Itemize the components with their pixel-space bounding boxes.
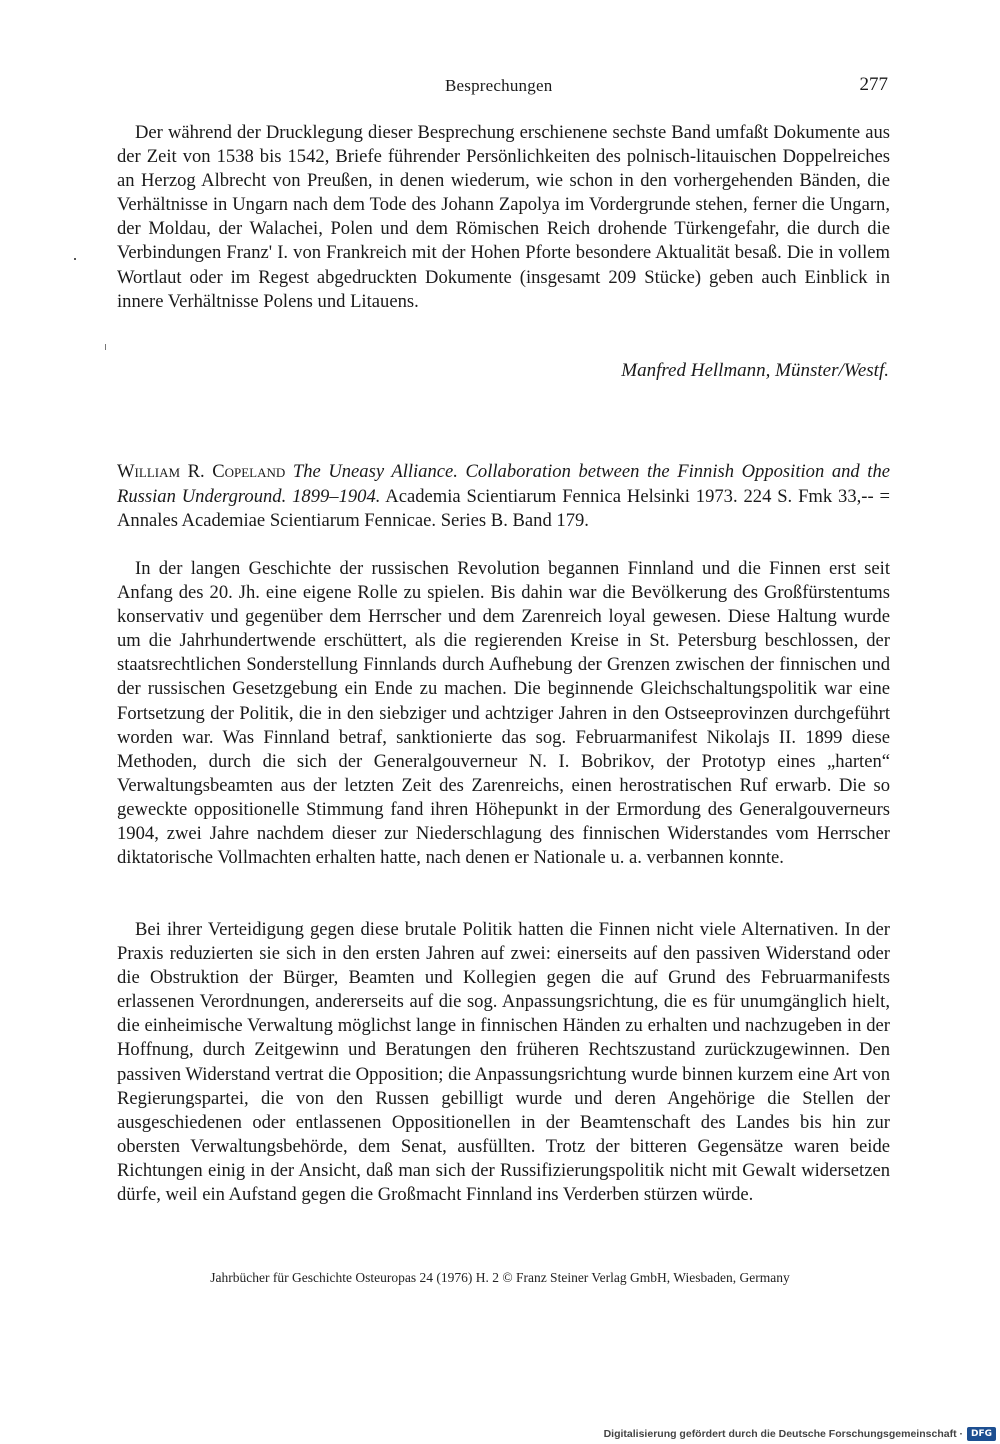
margin-mark [105,344,106,350]
book-author: William R. Copeland [117,461,286,482]
digitization-text: Digitalisierung gefördert durch die Deutsche Forschungsgemeinschaft · [603,1428,963,1440]
journal-footer: Jahrbücher für Geschichte Osteuropas 24 (1976) H. 2 © Franz Steiner Verlag GmbH, Wiesbaden, Germany [210,1270,790,1285]
book-citation [117,460,890,534]
book-title: The Uneasy Alliance. Collaboration between the Finnish Opposition and the Russian Underground. 1899–1904. [117,461,891,507]
review-paragraph: Bei ihrer Verteidigung gegen diese brutale Politik hatten die Finnen nicht viele Alternativen. In der Praxis reduzierten sie sich in den ersten Jahren auf zwei: einerseits auf den passiven Widerstand oder die Obstruktion der Bürger, Beamten und Kollegien gegen die auf Grund des Februarmanifests erlassenen Verordnungen, andererseits auf die sog. Anpassungsrichtung, die es für unumgänglich hielt, die einheimische Verwaltung möglichst lange in finnischen Händen zu erhalten und nachzugeben in der Hoffnung, durch Zeitgewinn und Beratungen den früheren Rechtszustand zurückzugewinnen. Den passiven Widerstand vertrat die Opposition; die Anpassungsrichtung wurde binnen kurzem eine Art von Regierungspartei, die von den Russen gebilligt wurde und deren Angehörige die Stellen der ausgeschiedenen oder entlassenen Oppositionellen in der Beamtenschaft des Landes bis hin zur obersten Verwaltungsbehörde, dem Senat, ausfüllten. Trotz der bitteren Gegensätze waren beide Richtungen einig in der Ansicht, daß man sich der Russifizierungspolitik nicht mit Gewalt widersetzen dürfe, weil ein Aufstand gegen die Großmacht Finnland ins Verderben stürzen würde. [117,919,890,1206]
review-paragraph: In der langen Geschichte der russischen Revolution begannen Finnland und die Finnen erst seit Anfang des 20. Jh. eine eigene Rolle zu spielen. Bis dahin war die Bevölkerung des Großfürstentums konservativ und gegenüber dem Herrscher und dem Zarenreich loyal gewesen. Diese Haltung wurde um die Jahrhundertwende erschüttert, als die regierenden Kreise in St. Petersburg beschlossen, der staatsrechtlichen Sonderstellung Finnlands durch Aufhebung der Grenzen zwischen der finnischen und der russischen Gesetzgebung ein Ende zu machen. Die beginnende Gleichschaltungspolitik war eine Fortsetzung der Politik, die in den siebziger und achtziger Jahren in den Ostseeprovinzen durchgeführt worden war. Was Finnland betraf, sanktionierte das sog. Februarmanifest Nikolajs II. 1899 diese Methoden, durch die sich der Generalgouverneur N. I. Bobrikov, der Prototyp eines „harten“ Verwaltungsbeamten aus der letzten Zeit des Zarenreichs, einen herostratischen Ruf erwarb. Die so geweckte oppositionelle Stimmung fand ihren Höhepunkt in der Ermordung des Generalgouverneurs 1904, zwei Jahre nachdem dieser zur Niederschlagung des finnischen Widerstandes vom Herrscher diktatorische Vollmachten erhalten hatte, nach denen er Nationale u. a. verbannen konnte. [117,558,890,869]
running-head: Besprechungen [445,76,553,95]
reviewer-signature: Manfred Hellmann, Münster/Westf. [621,360,889,381]
book-details: Academia Scientiarum Fennica Helsinki 1973. 224 S. Fmk 33,-- = Annales Academiae Scientiarum Fennicae. Series B. Band 179. [117,485,890,531]
page-number: 277 [859,74,888,95]
review-paragraph: Der während der Drucklegung dieser Besprechung erschienene sechste Band umfaßt Dokumente aus der Zeit von 1538 bis 1542, Briefe führender Persönlichkeiten des polnisch-litauischen Doppelreiches an Herzog Albrecht von Preußen, in denen wiederum, wie schon in den vorhergehenden Bänden, die Verhältnisse in Ungarn nach dem Tode des Johann Zapolya im Vordergrunde stehen, ferner die Ungarn, der Moldau, der Walachei, Polen und dem Römischen Reich drohende Türkengefahr, die durch die Verbindungen Franz' I. von Frankreich mit der Hohen Pforte besondere Aktualität besaß. Die in vollem Wortlaut oder im Regest abgedruckten Dokumente (insgesamt 209 Stücke) geben auch Einblick in innere Verhältnisse Polens und Litauens. [117,122,890,312]
dfg-logo: DFG [967,1427,996,1441]
digitization-notice [604,1424,996,1444]
margin-mark [74,258,76,260]
